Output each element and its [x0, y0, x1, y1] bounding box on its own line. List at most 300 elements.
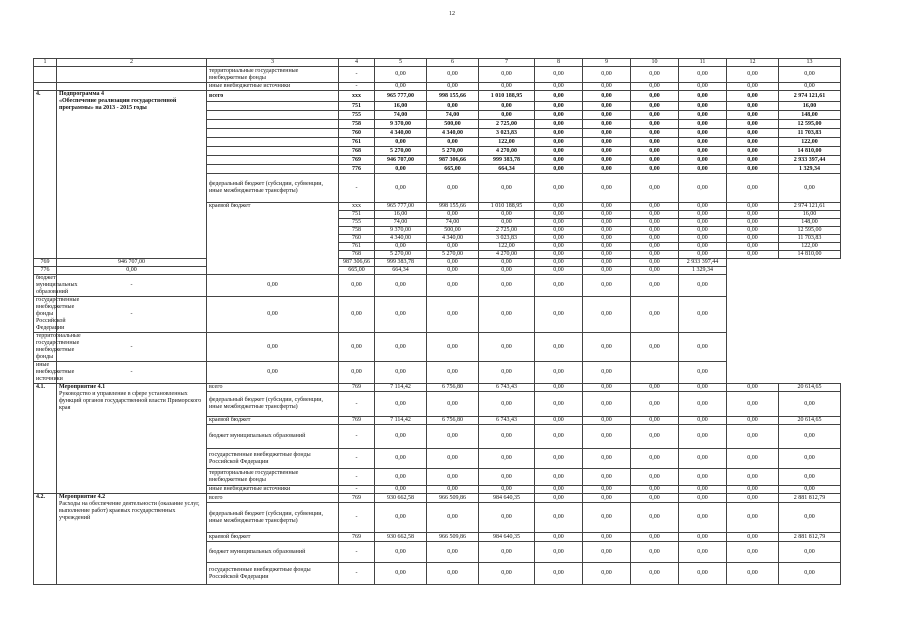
item-title: Мероприятие 4.2 — [59, 494, 106, 500]
amount-cell: 0,00 — [727, 174, 779, 203]
amount-cell: 0,00 — [375, 165, 427, 174]
amount-cell: 0,00 — [583, 156, 631, 165]
amount-cell: 999 383,78 — [375, 259, 427, 267]
amount-cell: 0,00 — [427, 486, 479, 494]
amount-cell: 0,00 — [427, 362, 479, 384]
funding-source: иные внебюджетные источники — [34, 362, 57, 384]
amount-cell: 7 114,42 — [375, 417, 427, 425]
amount-cell: 20 614,65 — [779, 417, 841, 425]
amount-cell: 0,00 — [631, 384, 679, 392]
amount-cell: 4 270,00 — [479, 147, 535, 156]
amount-cell: 0,00 — [375, 392, 427, 417]
amount-cell: 0,00 — [631, 425, 679, 449]
amount-cell: 0,00 — [631, 235, 679, 243]
amount-cell: 9 370,00 — [375, 120, 427, 129]
funding-source — [207, 165, 339, 174]
amount-cell: 0,00 — [779, 174, 841, 203]
amount-cell: 0,00 — [207, 362, 339, 384]
amount-cell: 0,00 — [631, 469, 679, 486]
amount-cell: 0,00 — [679, 227, 727, 235]
amount-cell: 0,00 — [679, 449, 727, 469]
funding-source: краевой бюджет — [207, 203, 339, 275]
column-header: 3 — [207, 59, 339, 67]
amount-cell: 0,00 — [583, 67, 631, 83]
column-header: 9 — [583, 59, 631, 67]
amount-cell: 0,00 — [779, 486, 841, 494]
amount-cell: 0,00 — [479, 486, 535, 494]
amount-cell: 0,00 — [631, 165, 679, 174]
amount-cell: 0,00 — [427, 333, 479, 362]
amount-cell: 0,00 — [727, 83, 779, 91]
amount-cell: 9 370,00 — [375, 227, 427, 235]
amount-cell: 966 509,86 — [427, 494, 479, 503]
amount-cell: 0,00 — [375, 174, 427, 203]
amount-cell: 0,00 — [679, 417, 727, 425]
amount-cell: 930 662,58 — [375, 533, 427, 542]
amount-cell: 930 662,58 — [375, 494, 427, 503]
amount-cell: 0,00 — [583, 275, 631, 297]
funding-source: территориальные государственные внебюджетные фонды — [207, 469, 339, 486]
amount-cell: 16,00 — [779, 102, 841, 111]
item-description: Расходы на обеспечение деятельности (оказание услуг, выполнение работ) краевых государственных учреждений — [59, 501, 200, 521]
budget-code: 769 — [339, 494, 375, 503]
amount-cell: 148,00 — [779, 219, 841, 227]
amount-cell: 148,00 — [779, 111, 841, 120]
amount-cell: 0,00 — [427, 563, 479, 585]
amount-cell: 0,00 — [727, 111, 779, 120]
budget-code: 776 — [339, 165, 375, 174]
column-header: 4 — [339, 59, 375, 67]
budget-code: 769 — [339, 417, 375, 425]
amount-cell: 0,00 — [679, 275, 727, 297]
amount-cell: 0,00 — [535, 259, 583, 267]
funding-source: государственные внебюджетные фонды Российской Федерации — [34, 297, 57, 333]
page-number: 12 — [449, 11, 455, 17]
funding-source: иные внебюджетные источники — [207, 83, 339, 91]
amount-cell: 3 023,83 — [479, 129, 535, 138]
amount-cell: 0,00 — [535, 211, 583, 219]
budget-code: - — [57, 362, 207, 384]
amount-cell: 122,00 — [779, 243, 841, 251]
funding-source — [207, 129, 339, 138]
funding-source — [207, 147, 339, 156]
amount-cell: 0,00 — [535, 227, 583, 235]
amount-cell: 12 595,00 — [779, 120, 841, 129]
amount-cell: 0,00 — [727, 563, 779, 585]
amount-cell: 2 725,00 — [479, 227, 535, 235]
item-description: Руководство и управление в сфере установленных функций органов государственной власти Приморского края — [59, 391, 202, 411]
amount-cell: 6 756,80 — [427, 417, 479, 425]
amount-cell: 0,00 — [631, 174, 679, 203]
amount-cell: 965 777,00 — [375, 203, 427, 211]
amount-cell: 0,00 — [631, 267, 679, 275]
amount-cell: 0,00 — [679, 486, 727, 494]
amount-cell: 5 270,00 — [427, 147, 479, 156]
amount-cell: 0,00 — [727, 211, 779, 219]
amount-cell: 500,00 — [427, 227, 479, 235]
amount-cell: 0,00 — [727, 251, 779, 259]
amount-cell: 0,00 — [583, 102, 631, 111]
amount-cell: 0,00 — [631, 494, 679, 503]
amount-cell: 0,00 — [535, 384, 583, 392]
budget-code: - — [339, 174, 375, 203]
amount-cell: 0,00 — [727, 102, 779, 111]
amount-cell: 0,00 — [583, 227, 631, 235]
funding-source — [207, 138, 339, 147]
amount-cell: 5 270,00 — [375, 147, 427, 156]
funding-source — [207, 120, 339, 129]
amount-cell: 0,00 — [631, 147, 679, 156]
amount-cell: 0,00 — [779, 563, 841, 585]
amount-cell: 0,00 — [779, 83, 841, 91]
amount-cell: 0,00 — [679, 469, 727, 486]
amount-cell: 0,00 — [631, 333, 679, 362]
amount-cell: 0,00 — [631, 417, 679, 425]
amount-cell: 0,00 — [375, 449, 427, 469]
table-row — [34, 275, 841, 297]
amount-cell: 0,00 — [583, 235, 631, 243]
amount-cell: 0,00 — [479, 333, 535, 362]
amount-cell: 2 881 812,79 — [779, 494, 841, 503]
amount-cell: 16,00 — [375, 102, 427, 111]
amount-cell: 122,00 — [479, 243, 535, 251]
amount-cell: 0,00 — [479, 259, 535, 267]
amount-cell: 0,00 — [631, 563, 679, 585]
amount-cell: 0,00 — [727, 227, 779, 235]
amount-cell: 0,00 — [679, 563, 727, 585]
budget-code: - — [339, 67, 375, 83]
amount-cell: 0,00 — [583, 174, 631, 203]
amount-cell: 0,00 — [727, 425, 779, 449]
row-number: 4.1. — [34, 384, 57, 494]
amount-cell: 0,00 — [583, 333, 631, 362]
amount-cell: 0,00 — [631, 449, 679, 469]
table-row — [34, 267, 841, 275]
amount-cell: 0,00 — [427, 503, 479, 533]
budget-code: 755 — [339, 219, 375, 227]
amount-cell: 0,00 — [583, 486, 631, 494]
amount-cell: 0,00 — [535, 494, 583, 503]
amount-cell: 0,00 — [779, 449, 841, 469]
amount-cell: 0,00 — [57, 267, 207, 275]
amount-cell: 0,00 — [583, 494, 631, 503]
amount-cell: 0,00 — [679, 129, 727, 138]
amount-cell: 122,00 — [779, 138, 841, 147]
budget-code: - — [339, 503, 375, 533]
amount-cell: 0,00 — [535, 67, 583, 83]
amount-cell: 11 703,83 — [779, 235, 841, 243]
budget-code: xxx — [339, 91, 375, 102]
amount-cell: 0,00 — [631, 156, 679, 165]
header-row — [34, 59, 841, 67]
table-row — [34, 362, 841, 384]
amount-cell: 0,00 — [479, 111, 535, 120]
amount-cell: 0,00 — [631, 392, 679, 417]
amount-cell: 665,00 — [427, 165, 479, 174]
amount-cell: 0,00 — [535, 165, 583, 174]
amount-cell: 0,00 — [479, 267, 535, 275]
column-header: 2 — [57, 59, 207, 67]
amount-cell: 0,00 — [535, 91, 583, 102]
amount-cell: 0,00 — [535, 235, 583, 243]
budget-code: 768 — [339, 251, 375, 259]
table-row — [34, 83, 841, 91]
amount-cell: 0,00 — [679, 156, 727, 165]
amount-cell: 0,00 — [479, 83, 535, 91]
amount-cell: 0,00 — [679, 211, 727, 219]
budget-code: 751 — [339, 211, 375, 219]
budget-code: - — [339, 425, 375, 449]
amount-cell: 0,00 — [583, 384, 631, 392]
amount-cell: 2 974 121,61 — [779, 203, 841, 211]
amount-cell: 6 743,43 — [479, 417, 535, 425]
funding-source — [207, 102, 339, 111]
amount-cell: 0,00 — [479, 211, 535, 219]
amount-cell: 998 155,66 — [427, 91, 479, 102]
amount-cell: 0,00 — [727, 533, 779, 542]
amount-cell: 0,00 — [207, 275, 339, 297]
amount-cell: 0,00 — [427, 243, 479, 251]
amount-cell: 0,00 — [583, 449, 631, 469]
amount-cell: 0,00 — [535, 138, 583, 147]
amount-cell: 0,00 — [583, 211, 631, 219]
budget-code: - — [339, 392, 375, 417]
amount-cell: 0,00 — [631, 486, 679, 494]
amount-cell: 0,00 — [631, 102, 679, 111]
amount-cell: 0,00 — [375, 333, 427, 362]
amount-cell: 0,00 — [727, 384, 779, 392]
amount-cell: 12 595,00 — [779, 227, 841, 235]
column-header: 6 — [427, 59, 479, 67]
amount-cell: 0,00 — [679, 138, 727, 147]
amount-cell: 0,00 — [427, 275, 479, 297]
amount-cell: 0,00 — [535, 203, 583, 211]
column-header: 5 — [375, 59, 427, 67]
budget-code: 776 — [34, 267, 57, 275]
amount-cell: 966 509,86 — [427, 533, 479, 542]
funding-source: федеральный бюджет (субсидии, субвенции, иные межбюджетные трансферты) — [207, 503, 339, 533]
amount-cell: 0,00 — [727, 503, 779, 533]
amount-cell: 0,00 — [535, 251, 583, 259]
amount-cell: 0,00 — [479, 469, 535, 486]
amount-cell: 664,34 — [375, 267, 427, 275]
column-header: 8 — [535, 59, 583, 67]
amount-cell: 0,00 — [535, 111, 583, 120]
amount-cell: 2 974 121,61 — [779, 91, 841, 102]
amount-cell: 0,00 — [207, 297, 339, 333]
amount-cell: 0,00 — [479, 542, 535, 563]
amount-cell: 0,00 — [535, 333, 583, 362]
amount-cell: 0,00 — [631, 203, 679, 211]
amount-cell: 0,00 — [207, 333, 339, 362]
table-row — [34, 67, 841, 83]
amount-cell: 0,00 — [679, 494, 727, 503]
column-header: 11 — [679, 59, 727, 67]
amount-cell: 0,00 — [479, 174, 535, 203]
amount-cell: 0,00 — [727, 156, 779, 165]
amount-cell: 0,00 — [679, 147, 727, 156]
amount-cell: 0,00 — [427, 102, 479, 111]
funding-source: бюджет муниципальных образований — [34, 275, 57, 297]
amount-cell: 0,00 — [679, 384, 727, 392]
amount-cell: 74,00 — [427, 111, 479, 120]
amount-cell: 0,00 — [631, 219, 679, 227]
row-number: 4.2. — [34, 494, 57, 585]
amount-cell: 0,00 — [427, 297, 479, 333]
funding-source: всего — [207, 384, 339, 392]
amount-cell: 16,00 — [375, 211, 427, 219]
amount-cell: 0,00 — [727, 138, 779, 147]
amount-cell: 6 756,80 — [427, 384, 479, 392]
amount-cell: 20 614,65 — [779, 384, 841, 392]
amount-cell: 0,00 — [535, 503, 583, 533]
amount-cell: 0,00 — [679, 297, 727, 333]
amount-cell: 0,00 — [583, 362, 631, 384]
amount-cell: 4 340,00 — [375, 129, 427, 138]
amount-cell: 0,00 — [727, 486, 779, 494]
budget-code: 769 — [34, 259, 57, 267]
amount-cell: 0,00 — [631, 297, 679, 333]
amount-cell: 0,00 — [779, 67, 841, 83]
amount-cell: 0,00 — [779, 542, 841, 563]
budget-code: - — [57, 275, 207, 297]
amount-cell: 0,00 — [479, 503, 535, 533]
amount-cell: 0,00 — [631, 129, 679, 138]
budget-code: - — [339, 563, 375, 585]
budget-code: 751 — [339, 102, 375, 111]
amount-cell: 0,00 — [535, 275, 583, 297]
amount-cell: 0,00 — [631, 243, 679, 251]
amount-cell: 11 703,83 — [779, 129, 841, 138]
budget-code: 769 — [339, 533, 375, 542]
amount-cell: 0,00 — [583, 243, 631, 251]
amount-cell: 0,00 — [339, 333, 375, 362]
amount-cell: 0,00 — [375, 469, 427, 486]
amount-cell: 0,00 — [679, 503, 727, 533]
funding-source: всего — [207, 91, 339, 102]
amount-cell: 0,00 — [375, 297, 427, 333]
row-number-cell — [34, 67, 57, 83]
amount-cell: 0,00 — [631, 91, 679, 102]
amount-cell: 0,00 — [727, 203, 779, 211]
amount-cell: 0,00 — [631, 120, 679, 129]
amount-cell: 0,00 — [583, 83, 631, 91]
amount-cell: 946 707,00 — [375, 156, 427, 165]
amount-cell: 965 777,00 — [375, 91, 427, 102]
budget-code: 760 — [339, 235, 375, 243]
amount-cell: 0,00 — [583, 392, 631, 417]
table-body — [34, 59, 841, 585]
amount-cell: 0,00 — [583, 219, 631, 227]
amount-cell: 0,00 — [679, 83, 727, 91]
amount-cell: 0,00 — [631, 83, 679, 91]
amount-cell: 0,00 — [583, 251, 631, 259]
amount-cell: 0,00 — [679, 392, 727, 417]
amount-cell: 0,00 — [375, 275, 427, 297]
amount-cell: 2 725,00 — [479, 120, 535, 129]
amount-cell: 0,00 — [375, 67, 427, 83]
amount-cell: 0,00 — [583, 503, 631, 533]
amount-cell: 0,00 — [679, 219, 727, 227]
column-header: 12 — [727, 59, 779, 67]
amount-cell: 5 270,00 — [427, 251, 479, 259]
amount-cell: 0,00 — [679, 243, 727, 251]
amount-cell: 0,00 — [427, 174, 479, 203]
amount-cell: 984 640,35 — [479, 533, 535, 542]
amount-cell: 946 707,00 — [57, 259, 207, 267]
amount-cell: 0,00 — [375, 243, 427, 251]
budget-code: - — [57, 297, 207, 333]
amount-cell: 0,00 — [727, 147, 779, 156]
amount-cell: 0,00 — [583, 111, 631, 120]
amount-cell: 14 810,00 — [779, 251, 841, 259]
amount-cell: 0,00 — [727, 542, 779, 563]
funding-source: территориальные государственные внебюджетные фонды — [207, 67, 339, 83]
amount-cell: 0,00 — [535, 362, 583, 384]
amount-cell: 0,00 — [679, 542, 727, 563]
amount-cell: 4 340,00 — [427, 129, 479, 138]
amount-cell: 0,00 — [679, 425, 727, 449]
amount-cell: 0,00 — [779, 503, 841, 533]
amount-cell: 998 155,66 — [427, 203, 479, 211]
amount-cell: 0,00 — [727, 235, 779, 243]
amount-cell: 0,00 — [375, 563, 427, 585]
table-row — [34, 297, 841, 333]
amount-cell: 0,00 — [679, 235, 727, 243]
amount-cell: 665,00 — [339, 267, 375, 275]
amount-cell: 0,00 — [583, 165, 631, 174]
table-row — [34, 259, 841, 267]
amount-cell: 0,00 — [631, 227, 679, 235]
item-title: Мероприятие 4.1 — [59, 384, 106, 390]
amount-cell: 0,00 — [583, 417, 631, 425]
amount-cell: 0,00 — [679, 203, 727, 211]
row-number: 4. — [34, 91, 57, 259]
amount-cell: 122,00 — [479, 138, 535, 147]
amount-cell: 0,00 — [583, 147, 631, 156]
column-header: 13 — [779, 59, 841, 67]
amount-cell: 1 010 188,95 — [479, 91, 535, 102]
amount-cell: 0,00 — [375, 486, 427, 494]
budget-code: - — [339, 542, 375, 563]
amount-cell: 74,00 — [375, 111, 427, 120]
amount-cell: 0,00 — [583, 259, 631, 267]
amount-cell: 0,00 — [479, 219, 535, 227]
amount-cell: 0,00 — [583, 267, 631, 275]
amount-cell: 0,00 — [727, 129, 779, 138]
amount-cell: 0,00 — [679, 67, 727, 83]
funding-source: всего — [207, 494, 339, 503]
amount-cell: 0,00 — [631, 533, 679, 542]
amount-cell: 0,00 — [679, 362, 727, 384]
budget-code: - — [339, 83, 375, 91]
amount-cell: 0,00 — [727, 392, 779, 417]
amount-cell: 0,00 — [427, 138, 479, 147]
amount-cell: 0,00 — [535, 297, 583, 333]
amount-cell: 0,00 — [427, 449, 479, 469]
amount-cell: 0,00 — [631, 67, 679, 83]
column-header: 1 — [34, 59, 57, 67]
budget-code: 755 — [339, 111, 375, 120]
amount-cell: 0,00 — [535, 83, 583, 91]
amount-cell: 0,00 — [535, 449, 583, 469]
amount-cell: 0,00 — [631, 259, 679, 267]
amount-cell: 0,00 — [679, 91, 727, 102]
amount-cell: 14 810,00 — [779, 147, 841, 156]
amount-cell: 0,00 — [427, 542, 479, 563]
amount-cell: 0,00 — [631, 542, 679, 563]
amount-cell: 0,00 — [535, 486, 583, 494]
